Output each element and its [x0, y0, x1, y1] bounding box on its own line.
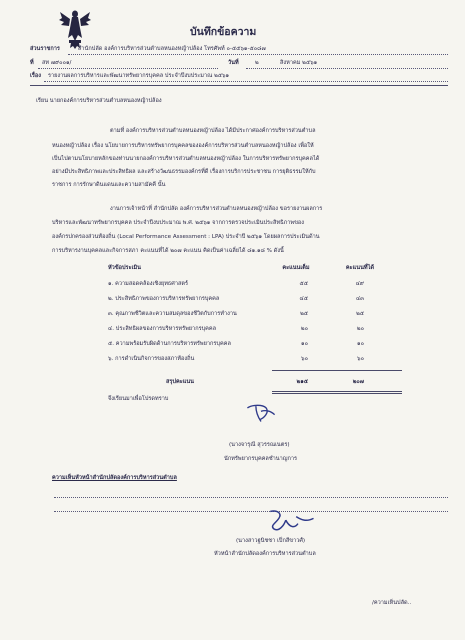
- paragraph1-line: ราชการ การรักษาดินแดนและความสามัคคี นั้น: [52, 182, 166, 188]
- signer2-position: หัวหน้าสำนักปลัดองค์การบริหารส่วนตำบล: [214, 551, 316, 557]
- garuda-emblem-icon: [58, 8, 92, 50]
- paragraph2-line: บริหารและพัฒนาทรัพยากรบุคคล ประจำปีงบประมาณ พ.ศ. ๒๕๖๑ จากการตรวจประเมินประสิทธิภาพของ: [52, 220, 304, 226]
- signer1-name: (นางจารุณี สุวรรณเนตร): [229, 442, 290, 448]
- paragraph2-line: การบริหารงานบุคคลและกิจการสภา คะแนนที่ได้ ๒๐๗ คะแนน คิดเป็นค่าเฉลี่ยได้ ๘๑.๑๘ % ดังนี้: [52, 248, 284, 254]
- row-got: ๒๐: [356, 326, 364, 332]
- memo-title: บันทึกข้อความ: [190, 26, 257, 38]
- table-row: [108, 296, 408, 307]
- subject-value: รายงานผลการบริหารและพัฒนาทรัพยากรบุคคล ประจำปีงบประมาณ ๒๕๖๑: [48, 73, 230, 79]
- total-got: ๒๐๗: [352, 379, 364, 385]
- row-full: ๔๕: [299, 296, 308, 302]
- score-table-header: [108, 265, 408, 276]
- row-full: ๑๐: [301, 341, 308, 347]
- row-got: ๔๙: [355, 281, 364, 287]
- paragraph1-line: ตามที่ องค์การบริหารส่วนตำบลหนองหญ้าปล้อง ได้มีประกาศองค์การบริหารส่วนตำบล: [110, 128, 316, 134]
- row-full: ๒๐: [300, 326, 308, 332]
- total-full: ๒๑๕: [296, 379, 308, 385]
- signer2-name: (นางสาวฐนิชชา เป็กสีขาวศ์): [236, 538, 306, 544]
- total-label: สรุปคะแนน: [166, 379, 194, 385]
- ref-value: สท ๗๙๐๐๑/: [42, 60, 72, 66]
- paragraph1-line: อย่างมีประสิทธิภาพและประสิทธิผล และสร้างวัฒนธรรมองค์กรที่ดี เรื่องการบริการประชาชน การยุติธรรมให้กับ: [52, 169, 316, 175]
- table-row: [108, 281, 408, 292]
- subject-label: เรื่อง: [30, 73, 42, 79]
- signer1-position: นักทรัพยากรบุคคลชำนาญการ: [224, 456, 298, 462]
- row-full: ๕๕: [299, 281, 308, 287]
- paragraph1-line: หนองหญ้าปล้อง เรื่อง นโยบายการบริหารทรัพยากรบุคคลขององค์การบริหารส่วนตำบลหนองหญ้าปล้อง เพื่อให้: [52, 143, 314, 149]
- table-total-row: [108, 379, 408, 390]
- agency-value: สำนักปลัด องค์การบริหารส่วนตำบลหนองหญ้าปล้อง โทรศัพท์ ๐-๕๕๖๑-๕๐๘๗: [78, 46, 266, 52]
- opinion-label: ความเห็นหัวหน้าสำนักปลัดองค์การบริหารส่วนตำบล: [52, 475, 177, 481]
- agency-label: ส่วนราชการ: [30, 46, 60, 52]
- signature-1: [244, 402, 278, 424]
- date-day: ๒: [255, 60, 259, 66]
- row-item: ๕. ความพร้อมรับผิดด้านการบริหารทรัพยากรบุคคล: [108, 341, 231, 347]
- paragraph2-line: องค์กรปกครองส่วนท้องถิ่น (Local Performance Assessment : LPA) ประจำปี ๒๕๖๑ โดยผลการประเมินด้าน: [52, 234, 320, 240]
- row-item: ๖. การดำเนินกิจการของสภาท้องถิ่น: [108, 356, 195, 362]
- table-row: [108, 356, 408, 367]
- table-row: [108, 311, 408, 322]
- signature-2: [264, 508, 318, 534]
- paragraph1-line: เป็นไปตามนโยบายหลักของท่านนายกองค์การบริหารส่วนตำบลหนองหญ้าปล้อง ในการบริหารทรัพยากรบุคคลได้: [52, 156, 320, 162]
- table-row: [108, 326, 408, 337]
- row-full: ๖๐: [301, 356, 308, 362]
- row-item: ๑. ความสอดคล้องเชิงยุทธศาสตร์: [108, 281, 189, 287]
- paragraph2-line: งานการเจ้าหน้าที่ สำนักปลัด องค์การบริหารส่วนตำบลหนองหญ้าปล้อง ขอรายงานผลการ: [110, 206, 323, 212]
- salutation: เรียน นายกองค์การบริหารส่วนตำบลหนองหญ้าปล้อง: [36, 98, 162, 104]
- ref-label: ที่: [30, 60, 34, 66]
- header-got-score: คะแนนที่ได้: [345, 265, 375, 271]
- date-label: วันที่: [228, 60, 239, 66]
- table-row: [108, 341, 408, 352]
- date-month-year: สิงหาคม ๒๕๖๑: [280, 60, 318, 66]
- row-got: ๑๐: [357, 341, 364, 347]
- row-got: ๖๐: [357, 356, 364, 362]
- closing-text: จึงเรียนมาเพื่อโปรดทราบ: [108, 396, 169, 402]
- footer-note: /ความเห็นปลัด..: [372, 600, 412, 606]
- row-full: ๒๕: [300, 311, 308, 317]
- row-item: ๓. คุณภาพชีวิตและความสมดุลของชีวิตกับการทำงาน: [108, 311, 237, 317]
- row-got: ๔๓: [355, 296, 364, 302]
- header-topic: หัวข้อประเมิน: [108, 265, 141, 271]
- row-item: ๔. ประสิทธิผลของการบริหารทรัพยากรบุคคล: [108, 326, 217, 332]
- row-item: ๒. ประสิทธิภาพของการบริหารทรัพยากรบุคคล: [108, 296, 220, 302]
- row-got: ๒๕: [356, 311, 364, 317]
- header-full-score: คะแนนเต็ม: [282, 265, 310, 271]
